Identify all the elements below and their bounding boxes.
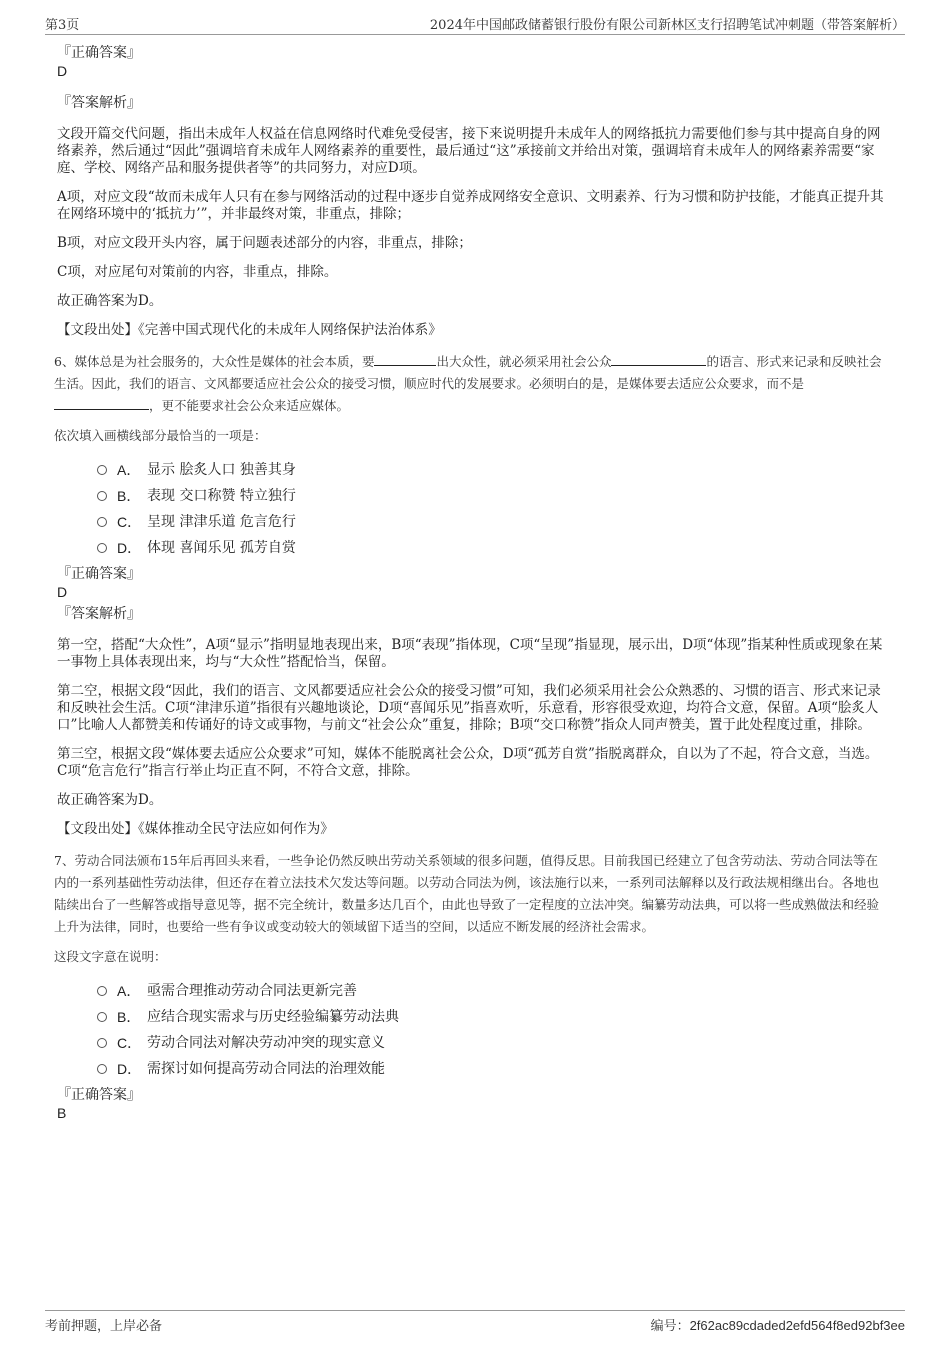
page-header [45, 14, 905, 35]
analysis-paragraph: 文段开篇交代问题，指出未成年人权益在信息网络时代难免受侵害，接下来说明提升未成年人的网络抵抗力需要他们参与其中提高自身的网络素养，然后通过“因此”强调培育未成年人网络素养的重要性，最后通过“这”承接前文并给出对策，强调培育未成年人的网络素养需要“家庭、学校、网络产品和服务提供者等”的共同努力，对应D项。 [57, 126, 881, 176]
question-6-text: 6、媒体总是为社会服务的，大众性是媒体的社会本质，要 出大众性，就必须采用社会公众 的语言、形式来记录和反映社会生活。因此，我们的语言、文风都要适应社会公众的接受习惯，顺应时代的发展要求。必须明白的是，是媒体要去适应公众要求，而不是，更不能要求社会公众来适应媒体。 [54, 351, 888, 417]
option-d[interactable]: D． 需探讨如何提高劳动合同法的治理效能 [97, 1056, 888, 1082]
correct-answer-value: D [57, 63, 68, 79]
analysis-paragraph: 第二空，根据文段“因此，我们的语言、文风都要适应社会公众的接受习惯”可知，我们必须采用社会公众熟悉的、习惯的语言、形式来记录和反映社会生活。C项“津津乐道”指很有兴趣地谈论，D项“喜闻乐见”指喜欢听，乐意看，形容很受欢迎，均符合文意，保留。A项“脍炙人口”比喻人人都赞美和传诵好的诗文或事物，与前文“社会公众”重复，排除；B项“交口称赞”指众人同声赞美，置于此处程度过重，排除。 [57, 683, 881, 733]
analysis-paragraph: 故正确答案为D。 [57, 293, 163, 309]
analysis-label: 『答案解析』 [57, 95, 141, 111]
question-7-options [97, 978, 888, 1082]
analysis-label: 『答案解析』 [57, 606, 141, 622]
correct-answer-value: B [57, 1105, 67, 1121]
option-d[interactable]: D． 体现 喜闻乐见 孤芳自赏 [97, 535, 888, 561]
page-footer [45, 1310, 905, 1339]
analysis-paragraph: A项，对应文段“故而未成年人只有在参与网络活动的过程中逐步自觉养成网络安全意识、文明素养、行为习惯和防护技能，才能真正提升其在网络环境中的‘抵抗力’”，并非最终对策，非重点，排除； [57, 189, 884, 222]
option-c[interactable]: C． 呈现 津津乐道 危言危行 [97, 509, 888, 535]
document-title: 2024年中国邮政储蓄银行股份有限公司新林区支行招聘笔试冲刺题（带答案解析） [429, 18, 905, 33]
option-c[interactable]: C． 劳动合同法对解决劳动冲突的现实意义 [97, 1030, 888, 1056]
option-b[interactable]: B． 应结合现实需求与历史经验编纂劳动法典 [97, 1004, 888, 1030]
radio-icon[interactable] [97, 1064, 107, 1074]
correct-answer-value: D [57, 584, 68, 600]
radio-icon[interactable] [97, 1038, 107, 1048]
option-a[interactable]: A． 亟需合理推动劳动合同法更新完善 [97, 978, 888, 1004]
question-7-text: 7、劳动合同法颁布15年后再回头来看，一些争论仍然反映出劳动关系领域的很多问题，值得反思。目前我国已经建立了包含劳动法、劳动合同法等在内的一系列基础性劳动法律，但还存在着立法技术欠发达等问题。以劳动合同法为例，该法施行以来，一系列司法解释以及行政法规相继出台。各地也陆续出台了一些解答或指导意见等，据不完全统计，数量多达几百个，由此也导致了一定程度的立法冲突。编纂劳动法典，可以将一些成熟做法和经验上升为法律，同时，也要给一些有争议或变动较大的领域留下适当的空间，以适应不断发展的经济社会需求。 [54, 853, 880, 934]
radio-icon[interactable] [97, 986, 107, 996]
blank-line [374, 351, 436, 366]
correct-answer-label: 『正确答案』 [57, 1087, 141, 1103]
radio-icon[interactable] [97, 491, 107, 501]
radio-icon[interactable] [97, 1012, 107, 1022]
option-b[interactable]: B． 表现 交口称赞 特立独行 [97, 483, 888, 509]
analysis-paragraph: 第三空，根据文段“媒体要去适应公众要求”可知，媒体不能脱离社会公众，D项“孤芳自赏”指脱离群众，自以为了不起，符合文意，当选。C项“危言危行”指言行举止均正直不阿，不符合文意，排除。 [57, 746, 879, 779]
correct-answer-label: 『正确答案』 [57, 45, 141, 61]
blank-line [611, 351, 706, 366]
analysis-paragraph: B项，对应文段开头内容，属于问题表述部分的内容，非重点，排除； [57, 235, 472, 251]
analysis-paragraph: C项，对应尾句对策前的内容，非重点，排除。 [57, 264, 338, 280]
footer-serial: 编号：2f62ac89cdaded2efd564f8ed92bf3ee [650, 1318, 905, 1333]
radio-icon[interactable] [97, 465, 107, 475]
option-a[interactable]: A． 显示 脍炙人口 独善其身 [97, 457, 888, 483]
analysis-paragraph: 故正确答案为D。 [57, 792, 163, 808]
correct-answer-label: 『正确答案』 [57, 566, 141, 582]
page-content [54, 44, 888, 1136]
analysis-paragraph: 第一空，搭配“大众性”，A项“显示”指明显地表现出来，B项“表现”指体现，C项“呈现”指显现，展示出，D项“体现”指某种性质或现象在某一事物上具体表现出来，均与“大众性”搭配恰当，保留。 [57, 637, 883, 670]
source-note: 【文段出处】《完善中国式现代化的未成年人网络保护法治体系》 [57, 322, 442, 338]
source-note: 【文段出处】《媒体推动全民守法应如何作为》 [57, 821, 334, 837]
blank-line [54, 395, 149, 410]
radio-icon[interactable] [97, 517, 107, 527]
radio-icon[interactable] [97, 543, 107, 553]
page-number: 第3页 [45, 18, 80, 33]
footer-slogan: 考前押题，上岸必备 [45, 1319, 163, 1334]
question-7-prompt: 这段文字意在说明： [54, 949, 167, 964]
question-6-prompt: 依次填入画横线部分最恰当的一项是： [54, 428, 267, 443]
question-6-options [97, 457, 888, 561]
